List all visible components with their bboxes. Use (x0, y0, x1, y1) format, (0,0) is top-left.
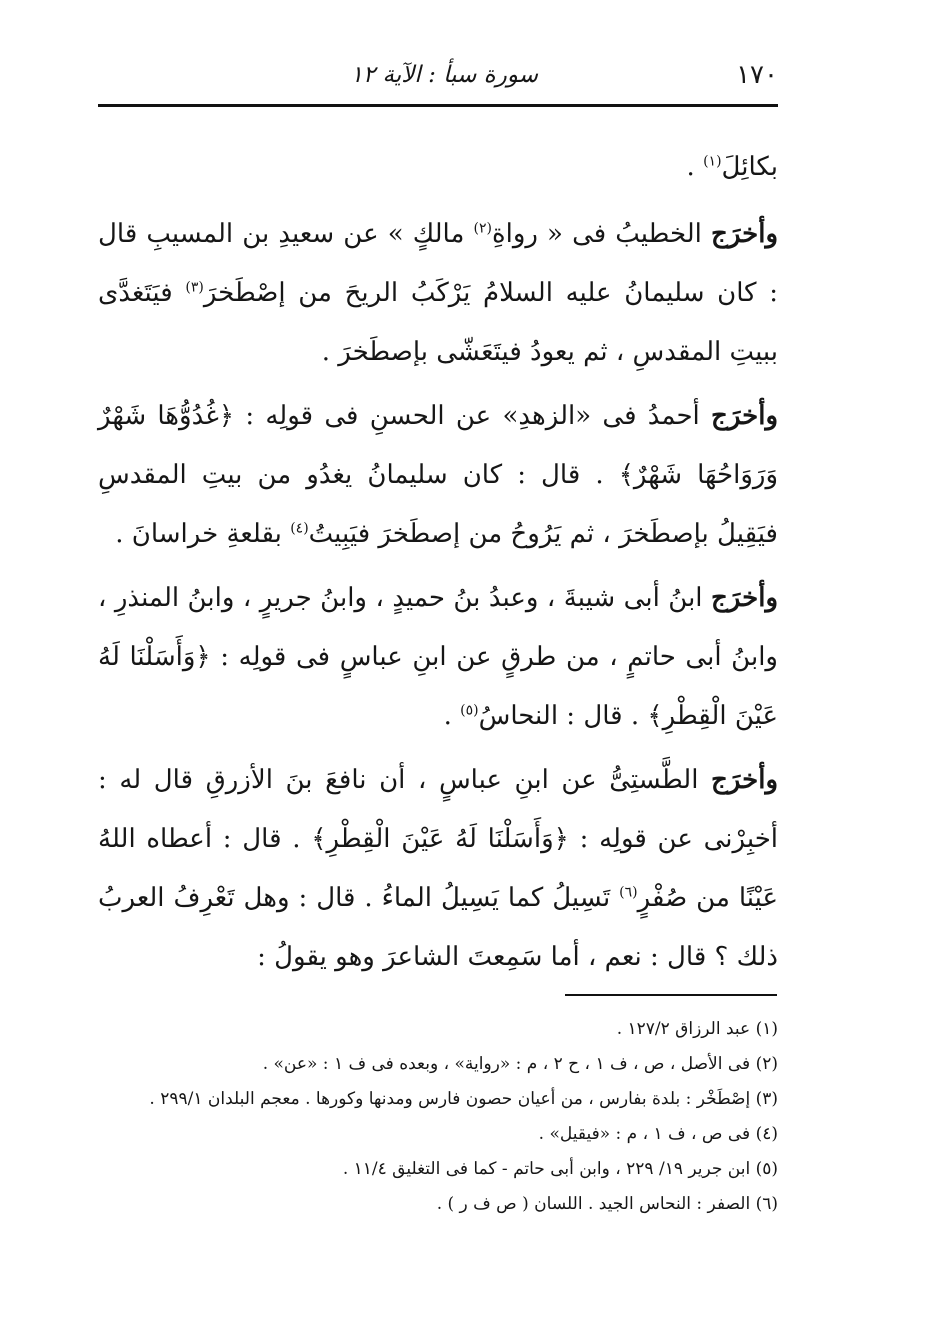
footnote: (٤) فى ص ، ف ١ ، م : «فيقيل» . (538, 1124, 778, 1144)
footnote: (٣) إصْطَخْر : بلدة بفارس ، من أعيان حصون فارس ومدنها وكورها . معجم البلدان ٢٩٩/١ . (149, 1089, 778, 1109)
footnote-ref: (٣) (185, 279, 204, 296)
page-number: ١٧٠ (736, 60, 778, 90)
text-segment: . (443, 701, 461, 731)
text-segment: بقلعةِ خراسانَ . (115, 519, 291, 549)
paragraph-lead: وأخرَج (711, 401, 779, 431)
text-segment: فيَتَغدَّى ببيتِ المقدسِ ، ثم يعودُ فيتَعَشّى بإصطَخرَ . (98, 278, 778, 367)
text-segment: بكائِلَ (721, 152, 778, 182)
main-text (98, 138, 778, 992)
footnote-ref: (٤) (290, 520, 309, 537)
running-header (98, 56, 778, 96)
paragraph (98, 138, 778, 197)
footnote: (٥) ابن جرير ١٩/ ٢٢٩ ، وابن أبى حاتم - كما فى التغليق ١١/٤ . (342, 1159, 778, 1179)
paragraph (98, 205, 778, 382)
footnote-ref: (٢) (473, 220, 492, 237)
paragraph (98, 751, 778, 987)
paragraph-lead: وأخرَج (711, 765, 778, 795)
paragraph (98, 569, 778, 746)
text-segment: الخطيبُ فى « رواةِ (491, 219, 712, 249)
footnote: (١) عبد الرزاق ١٢٧/٢ . (616, 1019, 778, 1039)
paragraph-lead: وأخرَج (711, 583, 778, 613)
text-segment: مالكٍ » عن سعيدِ بن المسيبِ قال : كان سليمانُ عليه السلامُ يَرْكَبُ الريحَ من إصْطَخرَ (98, 219, 778, 308)
paragraph (98, 387, 778, 564)
running-title: سورة سبأ : الآية ١٢ (350, 62, 538, 88)
footnote-rule (565, 994, 777, 996)
text-segment: . (686, 152, 704, 182)
footnote-ref: (٦) (619, 884, 638, 901)
footnote: (٦) الصفر : النحاس الجيد . اللسان ( ص ف ر ) . (436, 1194, 778, 1214)
text-segment: الطَّستِىُّ عن ابنِ عباسٍ ، أن نافعَ بنَ الأزرقِ قال له : أخبِرْنى عن قولِه : ﴿وَأَسَلْنَا لَهُ عَيْنَ الْقِطْرِ﴾ . قال : أعطاه اللهُ عَيْنًا من صُفْرٍ (98, 765, 778, 913)
text-segment: ابنُ أبى شيبةَ ، وعبدُ بنُ حميدٍ ، وابنُ جريرٍ ، وابنُ المنذرِ ، وابنُ أبى حاتمٍ ، من طرقٍ عن ابنِ عباسٍ فى قولِه : ﴿وَأَسَلْنَا لَهُ عَيْنَ الْقِطْرِ﴾ . قال : النحاسُ (98, 583, 778, 731)
header-rule (98, 104, 778, 107)
footnote-ref: (١) (703, 153, 722, 170)
footnote: (٢) فى الأصل ، ص ، ف ١ ، ح ٢ ، م : «رواية» ، وبعده فى ف ١ : «عن» . (262, 1054, 778, 1074)
paragraph-lead: وأخرَج (711, 219, 779, 249)
text-segment: تَسِيلُ كما يَسِيلُ الماءُ . قال : وهل تَعْرِفُ العربُ ذلك ؟ قال : نعم ، أما سَمِعتَ الشاعرَ وهو يقولُ : (98, 883, 778, 972)
footnote-ref: (٥) (460, 702, 479, 719)
footnotes (98, 1012, 778, 1222)
text-segment: أحمدُ فى «الزهدِ» عن الحسنِ فى قولِه : ﴿غُدُوُّهَا شَهْرٌ وَرَوَاحُهَا شَهْرٌ﴾ . قال : كان سليمانُ يغدُو من بيتِ المقدسِ فيَقِيلُ بإصطَخرَ ، ثم يَرُوحُ من إصطَخرَ فيَبِيتُ (98, 401, 778, 549)
